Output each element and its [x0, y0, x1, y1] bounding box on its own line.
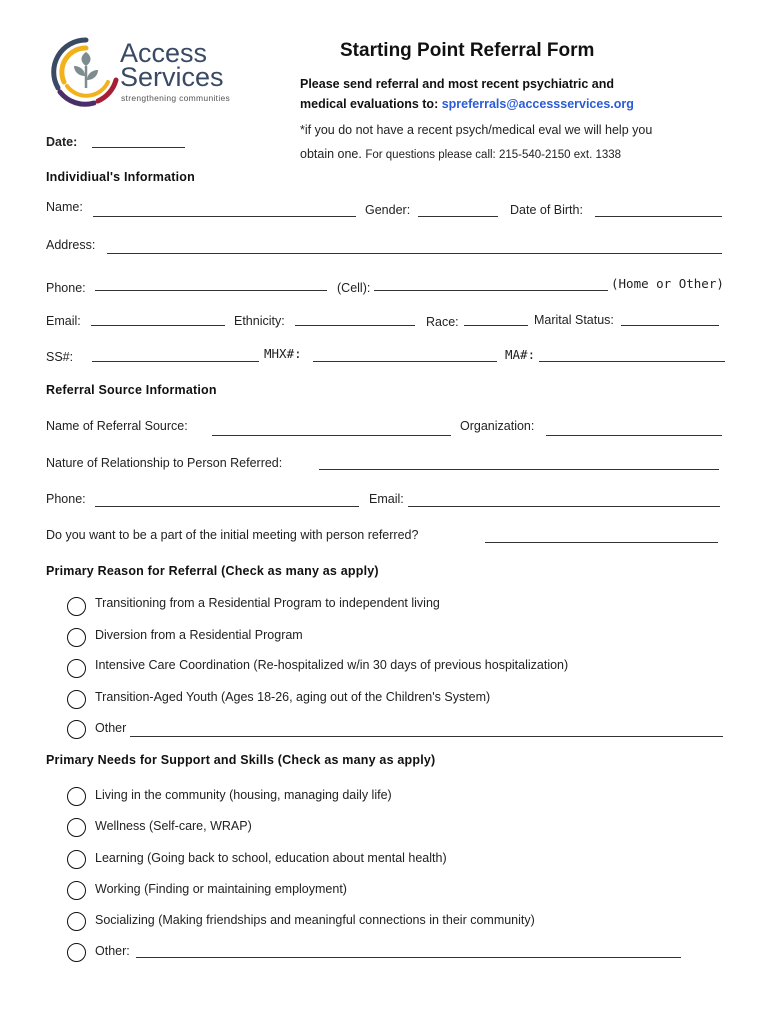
organization-field[interactable]	[546, 435, 722, 436]
intro-note2	[300, 147, 621, 161]
referral-source-name-field[interactable]	[212, 435, 451, 436]
email-field[interactable]	[91, 325, 225, 326]
phone-field[interactable]	[95, 290, 327, 291]
name-label: Name:	[46, 200, 83, 214]
intro-line2	[300, 94, 634, 114]
email-label: Email:	[46, 314, 81, 328]
dob-field[interactable]	[595, 216, 722, 217]
intro-note1: *if you do not have a recent psych/medical eval we will help you	[300, 123, 653, 137]
cell-field[interactable]	[374, 290, 608, 291]
gender-label: Gender:	[365, 203, 411, 217]
referral-phone-field[interactable]	[95, 506, 359, 507]
section-heading-reasons: Primary Reason for Referral (Check as many as apply)	[46, 564, 379, 578]
meeting-question: Do you want to be a part of the initial meeting with person referred?	[46, 528, 419, 542]
need-option-label: Living in the community (housing, managing daily life)	[95, 788, 392, 802]
reason-other-field[interactable]	[130, 736, 723, 737]
date-label: Date:	[46, 135, 78, 149]
intro-line2-prefix: medical evaluations to:	[300, 97, 442, 111]
section-heading-individual: Individiual's Information	[46, 170, 195, 184]
name-field[interactable]	[93, 216, 356, 217]
ss-label: SS#:	[46, 350, 74, 364]
need-checkbox[interactable]	[67, 912, 86, 931]
relationship-field[interactable]	[319, 469, 719, 470]
marital-status-field[interactable]	[621, 325, 719, 326]
marital-status-label: Marital Status:	[534, 313, 614, 327]
intro-note2-a: obtain one.	[300, 147, 366, 161]
cell-label: (Cell):	[337, 281, 371, 295]
intro-phone-note: For questions please call: 215-540-2150 ext. 1338	[365, 149, 622, 161]
meeting-answer-field[interactable]	[485, 542, 718, 543]
mhx-label: MHX#:	[264, 346, 302, 361]
mhx-field[interactable]	[313, 361, 497, 362]
race-field[interactable]	[464, 325, 528, 326]
intro-line1: Please send referral and most recent psychiatric and	[300, 77, 615, 91]
referral-email-field[interactable]	[408, 506, 720, 507]
need-option-label: Learning (Going back to school, education about mental health)	[95, 851, 447, 865]
referral-email-link[interactable]: spreferrals@accessservices.org	[441, 97, 634, 111]
ma-field[interactable]	[539, 361, 725, 362]
need-checkbox[interactable]	[67, 943, 86, 962]
ma-label: MA#:	[505, 347, 536, 362]
logo	[50, 36, 240, 108]
page-title: Starting Point Referral Form	[340, 40, 595, 61]
need-checkbox[interactable]	[67, 787, 86, 806]
reason-option-label: Diversion from a Residential Program	[95, 628, 303, 642]
organization-label: Organization:	[460, 419, 535, 433]
need-option-label: Wellness (Self-care, WRAP)	[95, 819, 252, 833]
ethnicity-field[interactable]	[295, 325, 415, 326]
need-option-label: Other:	[95, 944, 130, 958]
need-checkbox[interactable]	[67, 818, 86, 837]
logo-emblem-icon	[50, 36, 122, 108]
referral-phone-label: Phone:	[46, 492, 86, 506]
reason-checkbox[interactable]	[67, 628, 86, 647]
gender-field[interactable]	[418, 216, 498, 217]
reason-checkbox[interactable]	[67, 690, 86, 709]
reason-checkbox[interactable]	[67, 659, 86, 678]
section-heading-referral: Referral Source Information	[46, 383, 217, 397]
reason-option-label: Transitioning from a Residential Program to independent living	[95, 596, 440, 610]
home-other-label: (Home or Other)	[611, 276, 724, 291]
dob-label: Date of Birth:	[510, 203, 583, 217]
ss-field[interactable]	[92, 361, 259, 362]
need-option-label: Working (Finding or maintaining employment)	[95, 882, 347, 896]
need-checkbox[interactable]	[67, 850, 86, 869]
section-heading-needs: Primary Needs for Support and Skills (Check as many as apply)	[46, 753, 436, 767]
referral-source-name-label: Name of Referral Source:	[46, 419, 188, 433]
reason-option-label: Other	[95, 721, 127, 735]
need-checkbox[interactable]	[67, 881, 86, 900]
ethnicity-label: Ethnicity:	[234, 314, 285, 328]
reason-option-label: Transition-Aged Youth (Ages 18-26, aging out of the Children's System)	[95, 690, 491, 704]
phone-label: Phone:	[46, 281, 86, 295]
relationship-label: Nature of Relationship to Person Referred:	[46, 456, 283, 470]
date-field[interactable]	[92, 147, 185, 148]
address-label: Address:	[46, 238, 96, 252]
need-other-field[interactable]	[136, 957, 681, 958]
race-label: Race:	[426, 315, 459, 329]
address-field[interactable]	[107, 253, 722, 254]
logo-text-line2: Services	[120, 62, 224, 92]
logo-text-line1: Access	[120, 38, 208, 68]
reason-checkbox[interactable]	[67, 597, 86, 616]
logo-tagline: strengthening communities	[121, 93, 231, 103]
referral-email-label: Email:	[369, 492, 404, 506]
need-option-label: Socializing (Making friendships and meaningful connections in their community)	[95, 913, 535, 927]
reason-checkbox[interactable]	[67, 720, 86, 739]
reason-option-label: Intensive Care Coordination (Re-hospitalized w/in 30 days of previous hospitalization)	[95, 658, 569, 672]
